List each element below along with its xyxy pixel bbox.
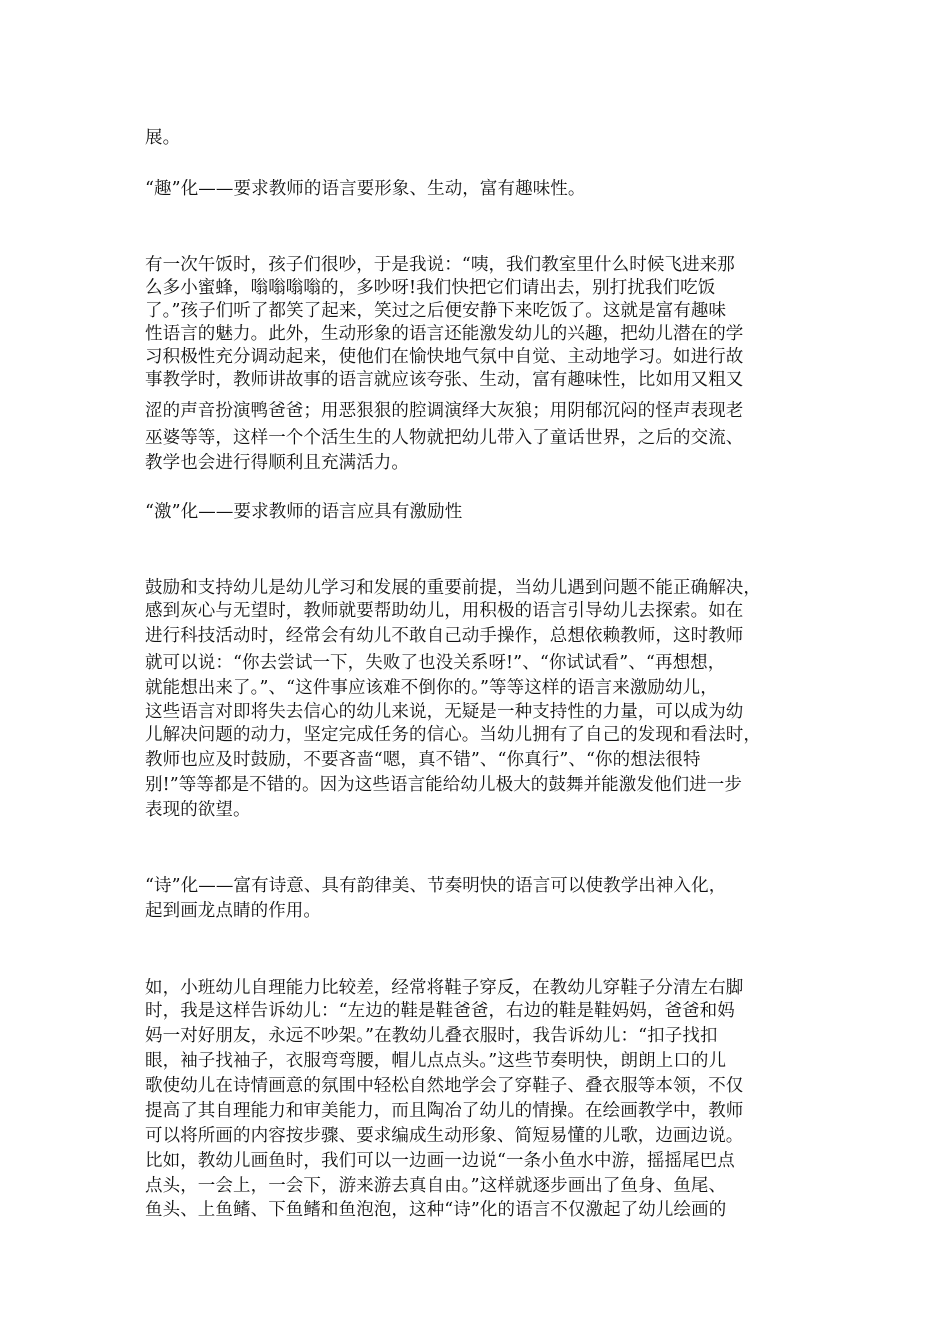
text-line: 教学也会进行得顺利且充满活力。 xyxy=(145,453,409,473)
section-heading-qu: “趣”化——要求教师的语言要形象、生动，富有趣味性。 xyxy=(145,179,586,199)
text-line: 鼓励和支持幼儿是幼儿学习和发展的重要前提，当幼儿遇到问题不能正确解决， xyxy=(145,578,761,598)
text-line: 就能想出来了。”、“这件事应该难不倒你的。”等等这样的语言来激励幼儿， xyxy=(145,678,718,698)
text-line: 感到灰心与无望时，教师就要帮助幼儿，用积极的语言引导幼儿去探索。如在 xyxy=(145,601,744,621)
text-line: 展。 xyxy=(145,128,181,148)
text-line: 妈一对好朋友，永远不吵架。”在教幼儿叠衣服时，我告诉幼儿：“扣子找扣 xyxy=(145,1026,718,1046)
text-line: 儿解决问题的动力，坚定完成任务的信心。当幼儿拥有了自己的发现和看法时， xyxy=(145,725,761,745)
text-line: 这些语言对即将失去信心的幼儿来说，无疑是一种支持性的力量，可以成为幼 xyxy=(145,702,744,722)
text-line: 事教学时，教师讲故事的语言就应该夸张、生动，富有趣味性，比如用又粗又 xyxy=(145,370,744,390)
text-line: 时，我是这样告诉幼儿：“左边的鞋是鞋爸爸，右边的鞋是鞋妈妈，爸爸和妈 xyxy=(145,1001,735,1021)
text-line: 鱼头、上鱼鳍、下鱼鳍和鱼泡泡，这种“诗”化的语言不仅激起了幼儿绘画的 xyxy=(145,1200,727,1220)
text-line: 表现的欲望。 xyxy=(145,800,251,820)
section-heading-shi: “诗”化——富有诗意、具有韵律美、节奏明快的语言可以使教学出神入化， xyxy=(145,876,727,896)
text-line: 性语言的魅力。此外，生动形象的语言还能激发幼儿的兴趣，把幼儿潜在的学 xyxy=(145,324,744,344)
text-line: 了。”孩子们听了都笑了起来，笑过之后便安静下来吃饭了。这就是富有趣味 xyxy=(145,301,727,321)
text-line: 教师也应及时鼓励，不要吝啬“嗯，真不错”、“你真行”、“你的想法很特 xyxy=(145,750,701,770)
text-line: 眼，袖子找袖子，衣服弯弯腰，帽儿点点头。”这些节奏明快，朗朗上口的儿 xyxy=(145,1051,727,1071)
text-line: 习积极性充分调动起来，使他们在愉快地气氛中自觉、主动地学习。如进行故 xyxy=(145,347,744,367)
text-line: 比如，教幼儿画鱼时，我们可以一边画一边说“一条小鱼水中游，摇摇尾巴点 xyxy=(145,1151,735,1171)
text-line: 涩的声音扮演鸭爸爸；用恶狠狠的腔调演绎大灰狼；用阴郁沉闷的怪声表现老 xyxy=(145,401,744,421)
text-line: 点头，一会上，一会下，游来游去真自由。”这样就逐步画出了鱼身、鱼尾、 xyxy=(145,1176,727,1196)
text-line: 就可以说：“你去尝试一下，失败了也没关系呀!”、“你试试看”、“再想想， xyxy=(145,653,726,673)
text-line: 么多小蜜蜂，嗡嗡嗡嗡的，多吵呀!我们快把它们请出去，别打扰我们吃饭 xyxy=(145,278,716,298)
text-line: 别!”等等都是不错的。因为这些语言能给幼儿极大的鼓舞并能激发他们进一步 xyxy=(145,775,742,795)
text-line: 进行科技活动时，经常会有幼儿不敢自己动手操作，总想依赖教师，这时教师 xyxy=(145,626,744,646)
text-line: 提高了其自理能力和审美能力，而且陶冶了幼儿的情操。在绘画教学中，教师 xyxy=(145,1101,744,1121)
text-line: 有一次午饭时，孩子们很吵，于是我说：“咦，我们教室里什么时候飞进来那 xyxy=(145,255,735,275)
text-line: 如，小班幼儿自理能力比较差，经常将鞋子穿反，在教幼儿穿鞋子分清左右脚 xyxy=(145,978,744,998)
section-heading-ji: “激”化——要求教师的语言应具有激励性 xyxy=(145,502,463,522)
section-heading-shi-cont: 起到画龙点睛的作用。 xyxy=(145,901,321,921)
text-line: 歌使幼儿在诗情画意的氛围中轻松自然地学会了穿鞋子、叠衣服等本领，不仅 xyxy=(145,1076,744,1096)
text-line: 巫婆等等，这样一个个活生生的人物就把幼儿带入了童话世界，之后的交流、 xyxy=(145,428,744,448)
text-line: 可以将所画的内容按步骤、要求编成生动形象、简短易懂的儿歌，边画边说。 xyxy=(145,1126,744,1146)
